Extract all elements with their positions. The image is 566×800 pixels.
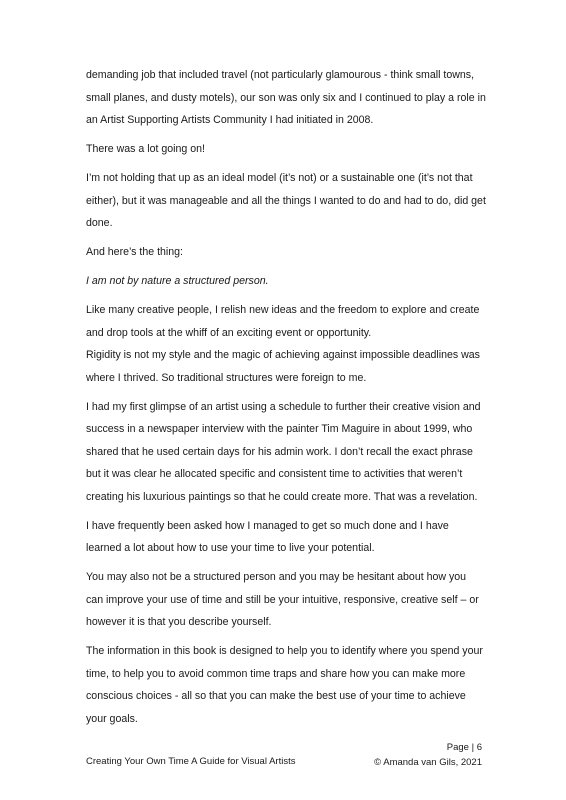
page-number: Page | 6 bbox=[446, 742, 482, 753]
paragraph: And here’s the thing: bbox=[86, 246, 183, 258]
paragraph: You may also not be a structured person and you may be hesitant about how you can improve your use of time and still be your intuitive, responsive, creative self – or however it is that you describe yourself. bbox=[86, 571, 479, 628]
paragraph: demanding job that included travel (not particularly glamourous - think small towns, small planes, and dusty motels), our son was only six and I continued to play a role in an Artist Supporting Artists Community I had initiated in 2008. bbox=[86, 69, 486, 126]
paragraph: The information in this book is designed to help you to identify where you spend your time, to help you to avoid common time traps and share how you can make more conscious choices - all so that you can make the best use of your time to achieve your goals. bbox=[86, 645, 483, 725]
copyright: © Amanda van Gils, 2021 bbox=[374, 757, 482, 768]
body-text bbox=[86, 64, 486, 737]
paragraph: I had my first glimpse of an artist using a schedule to further their creative vision and success in a newspaper interview with the painter Tim Maguire in about 1999, who shared that he used certain days for his admin work. I don’t recall the exact phrase but it was clear he allocated specific and consistent time to activities that weren’t creating his luxurious paintings so that he could create more. That was a revelation. bbox=[86, 400, 481, 503]
paragraph: Like many creative people, I relish new ideas and the freedom to explore and create and drop tools at the whiff of an exciting event or opportunity. bbox=[86, 304, 480, 339]
paragraph: There was a lot going on! bbox=[86, 143, 205, 155]
footer-book-title: Creating Your Own Time A Guide for Visual Artists bbox=[86, 756, 296, 767]
paragraph: Rigidity is not my style and the magic of achieving against impossible deadlines was where I thrived. So traditional structures were foreign to me. bbox=[86, 349, 480, 384]
italic-statement: I am not by nature a structured person. bbox=[86, 275, 269, 287]
paragraph: I have frequently been asked how I managed to get so much done and I have learned a lot about how to use your time to live your potential. bbox=[86, 519, 449, 554]
paragraph: I’m not holding that up as an ideal model (it’s not) or a sustainable one (it’s not that either), but it was manageable and all the things I wanted to do and had to do, did get done. bbox=[86, 172, 486, 229]
footer-right bbox=[374, 740, 482, 770]
